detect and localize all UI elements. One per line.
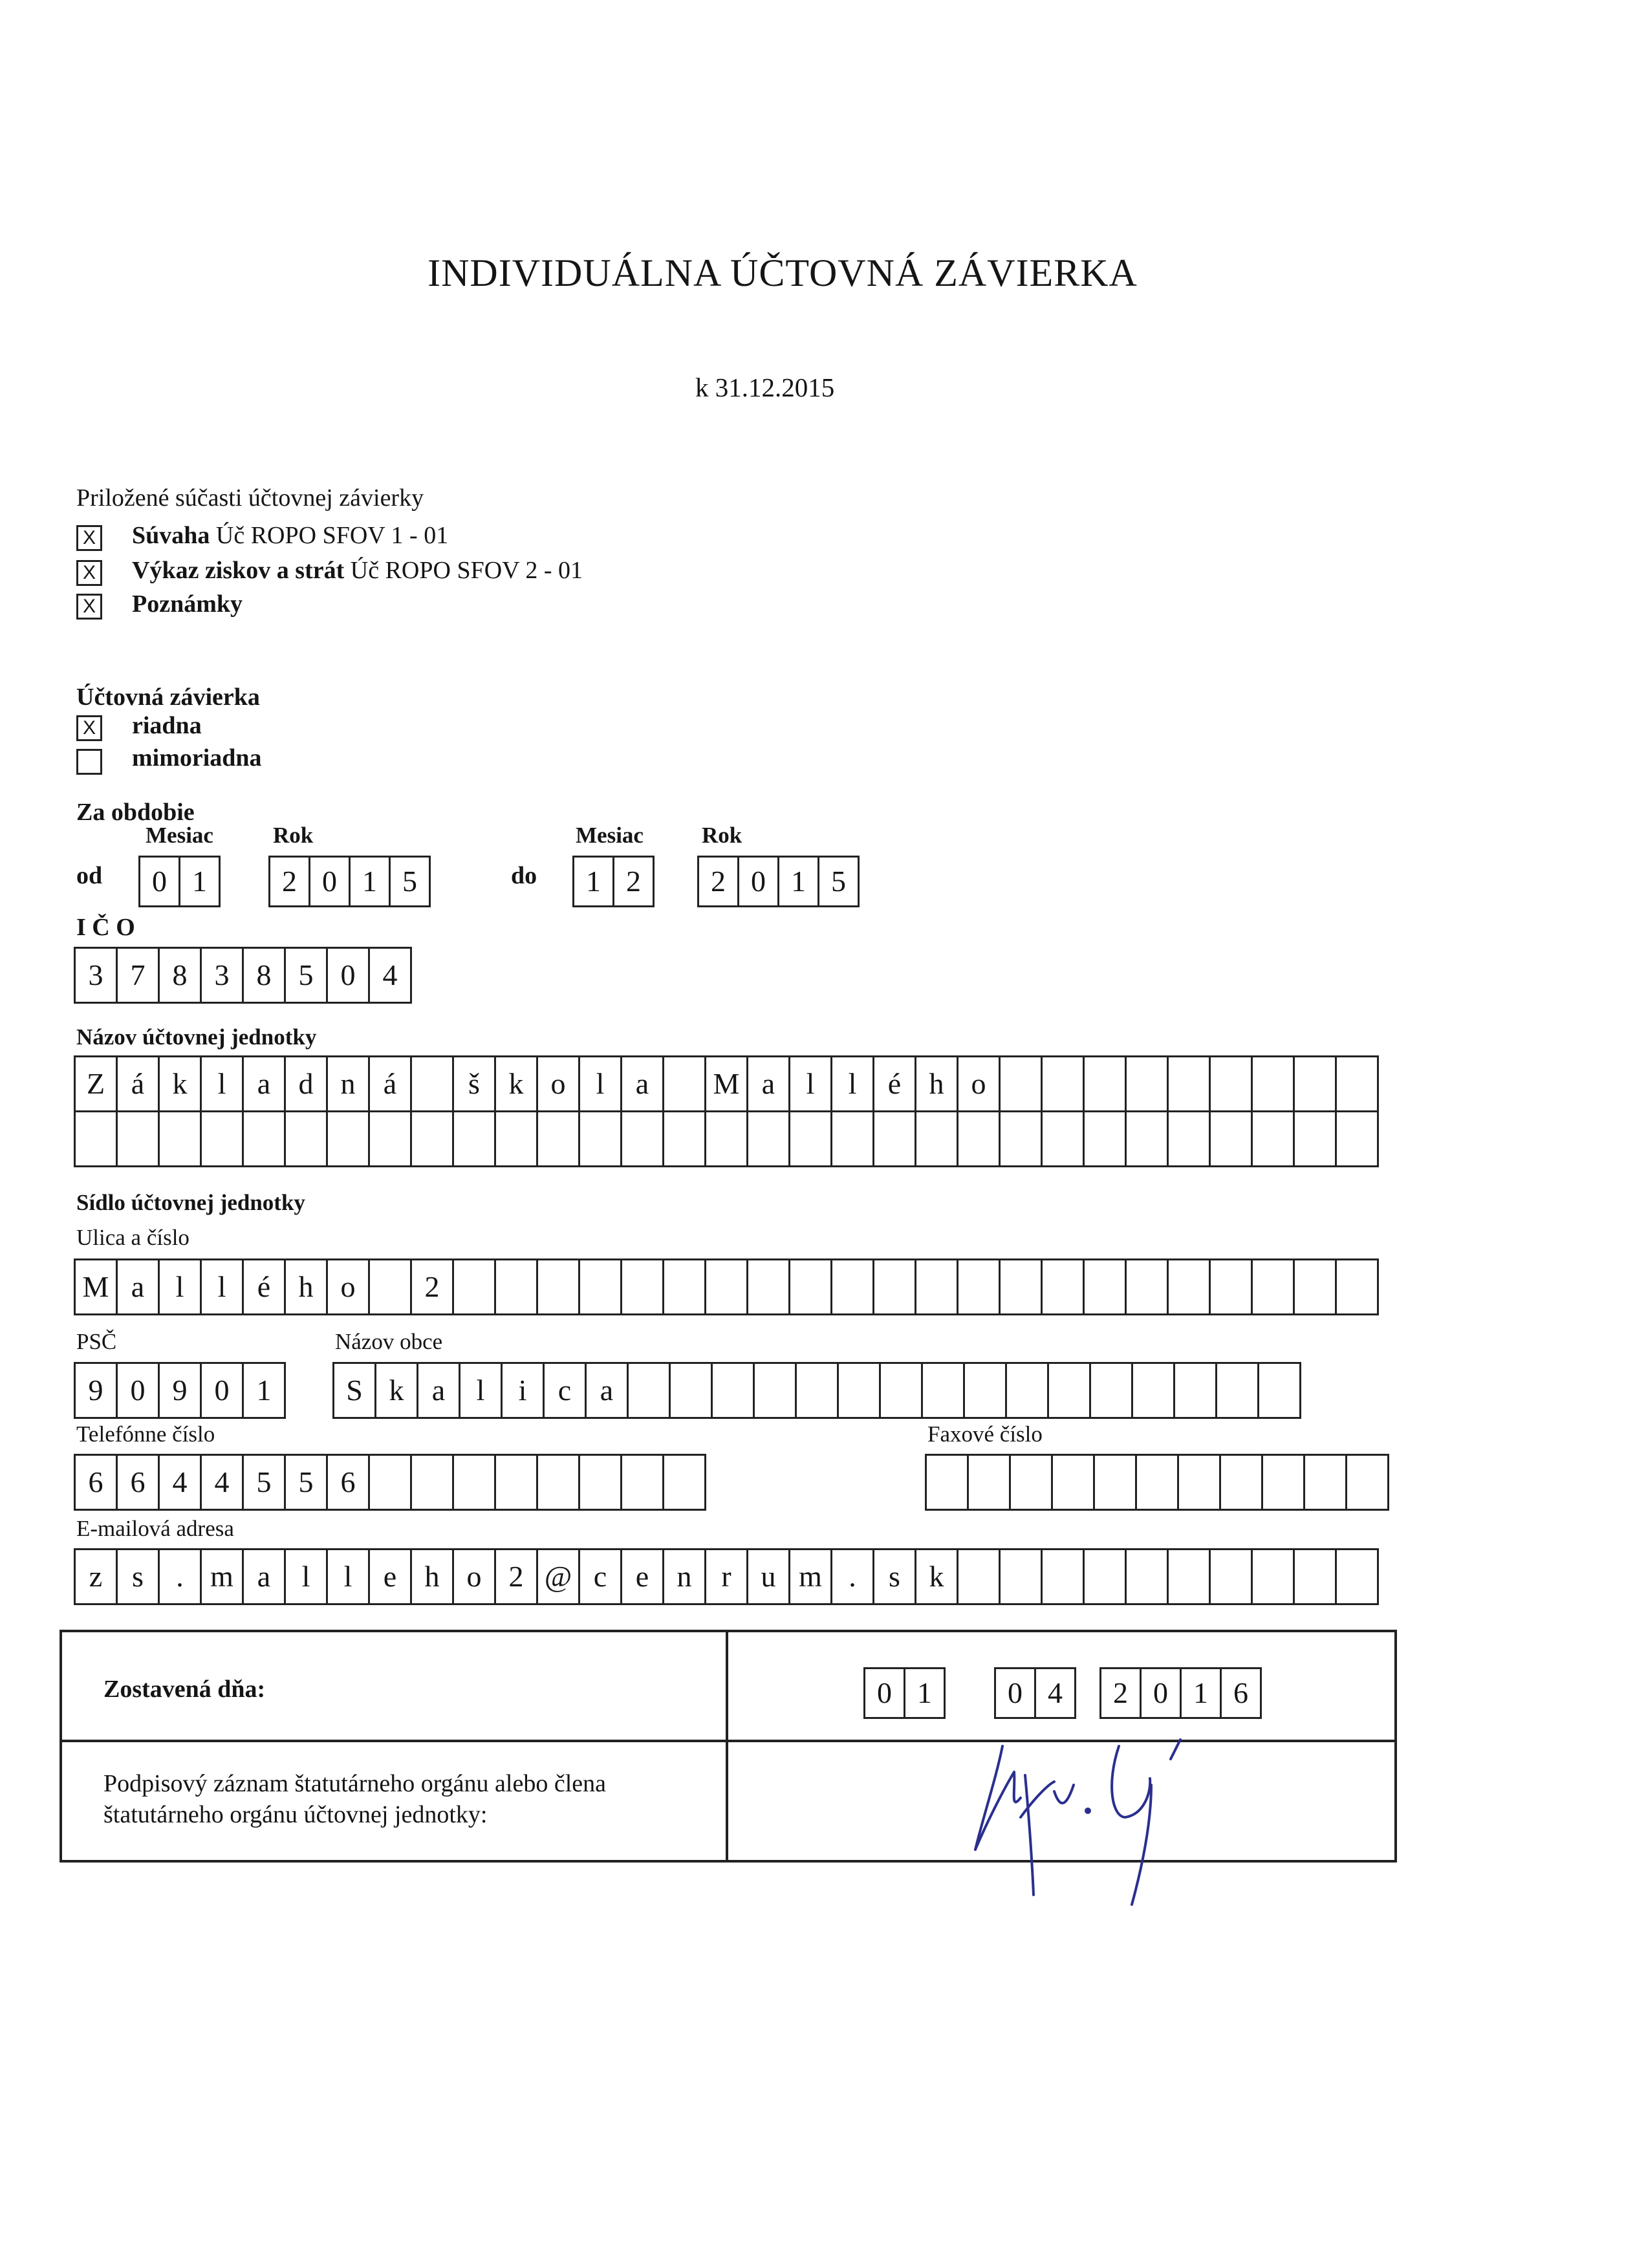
digit-cell: 7 [116, 947, 160, 1004]
digit-cell: 0 [994, 1667, 1036, 1719]
char-cell [368, 1258, 412, 1315]
char-cell: d [284, 1055, 328, 1112]
digit-cell: 2 [1099, 1667, 1142, 1719]
psc-label: PSČ [76, 1329, 117, 1354]
char-cell: . [830, 1548, 874, 1605]
char-cell [1131, 1362, 1175, 1419]
char-cell: a [242, 1055, 286, 1112]
char-cell [494, 1258, 538, 1315]
char-cell [116, 1110, 160, 1167]
unit-name-label: Názov účtovnej jednotky [76, 1024, 317, 1050]
ico-field[interactable] [74, 947, 412, 1004]
compiled-month-field[interactable] [994, 1667, 1076, 1719]
char-cell [704, 1258, 748, 1315]
char-cell [494, 1454, 538, 1511]
char-cell [1335, 1055, 1379, 1112]
closing-heading: Účtovná závierka [76, 684, 260, 711]
char-cell [1047, 1362, 1091, 1419]
signature-label-line-1: Podpisový záznam štatutárneho orgánu alebo člena [103, 1770, 606, 1797]
char-cell [1303, 1454, 1347, 1511]
char-cell [200, 1110, 244, 1167]
char-cell [410, 1454, 454, 1511]
digit-cell: 1 [904, 1667, 946, 1719]
char-cell: m [788, 1548, 832, 1605]
char-cell: . [158, 1548, 202, 1605]
report-date: k 31.12.2015 [695, 373, 835, 402]
attachment-poznamky: Poznámky [132, 590, 243, 618]
char-cell: n [326, 1055, 370, 1112]
char-cell [1041, 1548, 1085, 1605]
char-cell [753, 1362, 797, 1419]
char-cell: e [620, 1548, 664, 1605]
char-cell [1125, 1055, 1169, 1112]
char-cell [967, 1454, 1011, 1511]
checkbox-suvaha[interactable]: X [76, 525, 102, 551]
char-cell [1125, 1110, 1169, 1167]
phone-field[interactable] [74, 1454, 706, 1511]
char-cell [1041, 1055, 1085, 1112]
attachment-vykaz: Výkaz ziskov a strát Úč ROPO SFOV 2 - 01 [132, 557, 583, 584]
char-cell: a [242, 1548, 286, 1605]
char-cell: 6 [326, 1454, 370, 1511]
digit-cell: 0 [863, 1667, 905, 1719]
char-cell [1335, 1548, 1379, 1605]
char-cell: c [543, 1362, 587, 1419]
char-cell: S [332, 1362, 376, 1419]
char-cell: l [788, 1055, 832, 1112]
char-cell [999, 1258, 1043, 1315]
closing-riadna-label: riadna [132, 712, 202, 739]
compiled-year-field[interactable] [1099, 1667, 1262, 1719]
char-cell [788, 1110, 832, 1167]
city-field[interactable] [332, 1362, 1301, 1419]
char-cell [921, 1362, 965, 1419]
char-cell: 4 [200, 1454, 244, 1511]
digit-cell: 4 [1034, 1667, 1076, 1719]
char-cell: s [872, 1548, 916, 1605]
char-cell [620, 1258, 664, 1315]
fax-field[interactable] [925, 1454, 1389, 1511]
char-cell: l [200, 1258, 244, 1315]
char-cell [1167, 1548, 1211, 1605]
char-cell: a [417, 1362, 460, 1419]
char-cell: l [459, 1362, 503, 1419]
char-cell [1293, 1110, 1337, 1167]
digit-cell: 3 [200, 947, 244, 1004]
char-cell [1335, 1258, 1379, 1315]
char-cell: 6 [116, 1454, 160, 1511]
char-cell [1083, 1258, 1127, 1315]
char-cell: n [662, 1548, 706, 1605]
from-year-field[interactable] [268, 856, 431, 907]
digit-cell: 8 [242, 947, 286, 1004]
char-cell [915, 1258, 958, 1315]
char-cell [669, 1362, 713, 1419]
address-heading: Sídlo účtovnej jednotky [76, 1190, 305, 1215]
period-heading: Za obdobie [76, 799, 195, 826]
char-cell [830, 1258, 874, 1315]
char-cell [662, 1055, 706, 1112]
char-cell [1083, 1110, 1127, 1167]
to-label: do [511, 862, 537, 889]
char-cell [620, 1454, 664, 1511]
char-cell: z [74, 1548, 118, 1605]
char-cell [662, 1110, 706, 1167]
digit-cell: 1 [572, 856, 614, 907]
char-cell: á [116, 1055, 160, 1112]
char-cell [1293, 1055, 1337, 1112]
char-cell: 6 [74, 1454, 118, 1511]
char-cell [1083, 1548, 1127, 1605]
char-cell [1209, 1548, 1253, 1605]
char-cell: 1 [242, 1362, 286, 1419]
char-cell [1177, 1454, 1221, 1511]
char-cell [536, 1454, 580, 1511]
digit-cell: 1 [349, 856, 391, 907]
char-cell [1251, 1548, 1295, 1605]
char-cell [746, 1258, 790, 1315]
char-cell [1125, 1258, 1169, 1315]
digit-cell: 2 [612, 856, 655, 907]
digit-cell: 4 [368, 947, 412, 1004]
char-cell: 9 [158, 1362, 202, 1419]
char-cell: u [746, 1548, 790, 1605]
char-cell [963, 1362, 1007, 1419]
char-cell: 9 [74, 1362, 118, 1419]
char-cell [1261, 1454, 1305, 1511]
handwritten-signature [957, 1720, 1294, 1908]
char-cell [284, 1110, 328, 1167]
digit-cell: 5 [817, 856, 860, 907]
char-cell: i [501, 1362, 545, 1419]
char-cell: h [284, 1258, 328, 1315]
char-cell [746, 1110, 790, 1167]
char-cell [795, 1362, 839, 1419]
char-cell: m [200, 1548, 244, 1605]
char-cell: 5 [242, 1454, 286, 1511]
digit-cell: 1 [1180, 1667, 1222, 1719]
char-cell: l [158, 1258, 202, 1315]
char-cell [326, 1110, 370, 1167]
char-cell: 2 [494, 1548, 538, 1605]
email-label: E-mailová adresa [76, 1516, 234, 1541]
char-cell: a [746, 1055, 790, 1112]
char-cell [999, 1055, 1043, 1112]
digit-cell: 2 [268, 856, 310, 907]
char-cell: h [915, 1055, 958, 1112]
char-cell [1167, 1258, 1211, 1315]
compiled-day-field[interactable] [863, 1667, 946, 1719]
char-cell [1345, 1454, 1389, 1511]
char-cell [1219, 1454, 1263, 1511]
char-cell: r [704, 1548, 748, 1605]
char-cell [1135, 1454, 1179, 1511]
char-cell: š [452, 1055, 496, 1112]
char-cell: a [116, 1258, 160, 1315]
char-cell [872, 1110, 916, 1167]
char-cell [1083, 1055, 1127, 1112]
char-cell [957, 1548, 1001, 1605]
char-cell [452, 1454, 496, 1511]
char-cell [957, 1110, 1001, 1167]
char-cell [1051, 1454, 1095, 1511]
char-cell: 2 [410, 1258, 454, 1315]
char-cell [1173, 1362, 1217, 1419]
char-cell [1093, 1454, 1137, 1511]
digit-cell: 0 [138, 856, 180, 907]
char-cell [536, 1110, 580, 1167]
char-cell [788, 1258, 832, 1315]
phone-label: Telefónne číslo [76, 1421, 215, 1447]
char-cell [368, 1454, 412, 1511]
checkbox-mimoriadna[interactable] [76, 749, 102, 775]
char-cell [410, 1110, 454, 1167]
char-cell: l [830, 1055, 874, 1112]
checkbox-poznamky[interactable]: X [76, 594, 102, 620]
to-month-field[interactable] [572, 856, 655, 907]
char-cell: l [578, 1055, 622, 1112]
to-month-label: Mesiac [576, 823, 644, 848]
char-cell: 4 [158, 1454, 202, 1511]
char-cell [872, 1258, 916, 1315]
digit-cell: 1 [777, 856, 819, 907]
page-title: INDIVIDUÁLNA ÚČTOVNÁ ZÁVIERKA [428, 252, 1138, 294]
char-cell: h [410, 1548, 454, 1605]
char-cell [999, 1548, 1043, 1605]
char-cell: é [242, 1258, 286, 1315]
char-cell [1167, 1055, 1211, 1112]
char-cell: o [957, 1055, 1001, 1112]
char-cell [242, 1110, 286, 1167]
psc-field[interactable] [74, 1362, 286, 1419]
char-cell [662, 1454, 706, 1511]
from-year-label: Rok [273, 823, 314, 848]
ico-label: I Č O [76, 914, 135, 941]
char-cell: 5 [284, 1454, 328, 1511]
char-cell [915, 1110, 958, 1167]
char-cell [999, 1110, 1043, 1167]
char-cell [925, 1454, 969, 1511]
attachment-suvaha: Súvaha Úč ROPO SFOV 1 - 01 [132, 522, 449, 549]
char-cell: o [536, 1055, 580, 1112]
char-cell [620, 1110, 664, 1167]
char-cell [74, 1110, 118, 1167]
char-cell: @ [536, 1548, 580, 1605]
char-cell: a [585, 1362, 629, 1419]
fax-label: Faxové číslo [927, 1421, 1043, 1447]
char-cell: k [374, 1362, 418, 1419]
signature-label-line-2: štatutárneho orgánu účtovnej jednotky: [103, 1801, 488, 1828]
char-cell: M [704, 1055, 748, 1112]
char-cell [1257, 1362, 1301, 1419]
char-cell [1215, 1362, 1259, 1419]
char-cell [1041, 1258, 1085, 1315]
char-cell: l [284, 1548, 328, 1605]
closing-mimoriadna-label: mimoriadna [132, 744, 262, 772]
char-cell [1251, 1258, 1295, 1315]
char-cell [368, 1110, 412, 1167]
char-cell: á [368, 1055, 412, 1112]
char-cell: 0 [200, 1362, 244, 1419]
char-cell [1251, 1110, 1295, 1167]
digit-cell: 3 [74, 947, 118, 1004]
char-cell [1293, 1258, 1337, 1315]
digit-cell: 5 [284, 947, 328, 1004]
char-cell [704, 1110, 748, 1167]
city-label: Názov obce [335, 1329, 443, 1354]
digit-cell: 5 [389, 856, 431, 907]
char-cell: é [872, 1055, 916, 1112]
char-cell [578, 1110, 622, 1167]
char-cell [627, 1362, 671, 1419]
char-cell: o [326, 1258, 370, 1315]
table-divider-vertical [726, 1630, 728, 1863]
digit-cell: 0 [326, 947, 370, 1004]
char-cell [1009, 1454, 1053, 1511]
char-cell [1209, 1258, 1253, 1315]
char-cell: c [578, 1548, 622, 1605]
char-cell [578, 1454, 622, 1511]
char-cell [1005, 1362, 1049, 1419]
char-cell: k [915, 1548, 958, 1605]
to-year-label: Rok [702, 823, 742, 848]
char-cell [837, 1362, 881, 1419]
char-cell [1125, 1548, 1169, 1605]
char-cell [662, 1258, 706, 1315]
digit-cell: 0 [1140, 1667, 1182, 1719]
char-cell [711, 1362, 755, 1419]
digit-cell: 0 [309, 856, 351, 907]
street-field[interactable] [74, 1258, 1379, 1315]
char-cell: M [74, 1258, 118, 1315]
char-cell: Z [74, 1055, 118, 1112]
attachments-heading: Priložené súčasti účtovnej závierky [76, 484, 424, 512]
char-cell: s [116, 1548, 160, 1605]
char-cell: 0 [116, 1362, 160, 1419]
char-cell [1209, 1110, 1253, 1167]
char-cell [578, 1258, 622, 1315]
char-cell [1167, 1110, 1211, 1167]
char-cell: e [368, 1548, 412, 1605]
char-cell: k [494, 1055, 538, 1112]
digit-cell: 2 [697, 856, 739, 907]
char-cell [536, 1258, 580, 1315]
from-month-label: Mesiac [146, 823, 213, 848]
char-cell [830, 1110, 874, 1167]
char-cell [1041, 1110, 1085, 1167]
email-field[interactable] [74, 1548, 1379, 1605]
char-cell [452, 1258, 496, 1315]
char-cell: o [452, 1548, 496, 1605]
unit-name-row-1[interactable] [74, 1055, 1379, 1112]
digit-cell: 6 [1220, 1667, 1262, 1719]
char-cell [1335, 1110, 1379, 1167]
from-month-field[interactable] [138, 856, 221, 907]
compiled-label: Zostavená dňa: [103, 1676, 266, 1703]
char-cell [452, 1110, 496, 1167]
char-cell: l [200, 1055, 244, 1112]
char-cell: k [158, 1055, 202, 1112]
char-cell: a [620, 1055, 664, 1112]
checkbox-vykaz[interactable]: X [76, 560, 102, 586]
digit-cell: 1 [179, 856, 221, 907]
char-cell [494, 1110, 538, 1167]
char-cell [1209, 1055, 1253, 1112]
unit-name-row-2[interactable] [74, 1110, 1379, 1167]
char-cell [957, 1258, 1001, 1315]
char-cell: l [326, 1548, 370, 1605]
digit-cell: 8 [158, 947, 202, 1004]
char-cell [879, 1362, 923, 1419]
street-label: Ulica a číslo [76, 1225, 189, 1250]
checkbox-riadna[interactable]: X [76, 715, 102, 741]
char-cell [1251, 1055, 1295, 1112]
char-cell [1293, 1548, 1337, 1605]
char-cell [158, 1110, 202, 1167]
to-year-field[interactable] [697, 856, 860, 907]
char-cell [1089, 1362, 1133, 1419]
digit-cell: 0 [737, 856, 779, 907]
from-label: od [76, 862, 103, 889]
char-cell [410, 1055, 454, 1112]
